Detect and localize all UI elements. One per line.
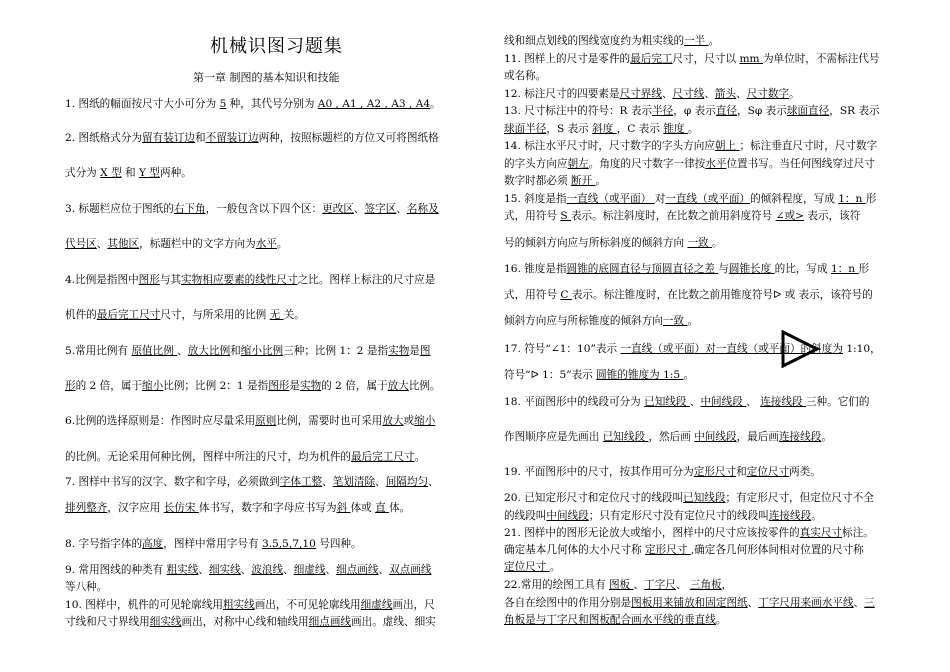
- text-line: [504, 490, 920, 507]
- answer-text: 最后完工尺寸: [96, 309, 161, 321]
- chapter-heading: 第一章 制图的基本知识和技能: [193, 71, 340, 84]
- answer-text: Y 型: [139, 167, 160, 179]
- text-line: [65, 579, 478, 596]
- answer-text: 代号区: [65, 238, 97, 250]
- question-text: 或名称。: [504, 70, 547, 82]
- answer-text: 细虚线: [293, 564, 326, 576]
- answer-text: 间隔均匀: [385, 476, 429, 488]
- question-text: 线和细点划线的图线宽度约为粗实线的: [504, 35, 685, 47]
- question-text: 和: [230, 345, 241, 357]
- question-text: ，然后画: [648, 431, 695, 443]
- question-text: 的 2 倍，属于: [321, 380, 388, 392]
- text-line: [65, 130, 478, 147]
- answer-text: 长仿宋: [163, 502, 199, 514]
- document-title: 机械识图习题集: [210, 36, 343, 57]
- question-text: 表示，该符: [803, 210, 861, 222]
- answer-text: 水平: [705, 158, 727, 170]
- question-text: 19. 平面图形中的尺寸，按其作用可分为: [504, 466, 694, 478]
- question-text: 22.常用的绘图工具有: [504, 579, 609, 591]
- text-line: [504, 313, 920, 330]
- answer-text: mm: [739, 53, 763, 65]
- question-text: 体或: [350, 502, 376, 514]
- question-text: 2. 图纸格式分为: [65, 132, 143, 144]
- answer-text: 名称及: [406, 203, 439, 215]
- question-text: ，图样中常用字号有: [163, 538, 262, 550]
- answer-text: A0 , A1 , A2 , A3 , A4: [317, 98, 431, 110]
- answer-text: 签字区: [364, 203, 397, 215]
- answer-text: 一直线（或平面）对一直线（或平面）的斜度为: [620, 343, 843, 355]
- question-text: 。: [715, 614, 727, 626]
- text-line: [65, 536, 478, 553]
- answer-text: 定形尺寸: [693, 466, 737, 478]
- answer-text: 斜: [336, 502, 351, 514]
- answer-text: 中间线段: [694, 431, 737, 443]
- question-text: ，标题栏中的文字方向为: [139, 238, 256, 250]
- text-line: [504, 525, 920, 542]
- question-text: 标注。: [842, 527, 874, 539]
- answer-text: 图板用来铺放和固定图纸: [631, 597, 748, 609]
- answer-text: 图形: [268, 380, 290, 392]
- answer-text: 一致: [687, 237, 713, 249]
- question-text: 位置书写。当任何图线穿过尺寸: [726, 158, 875, 170]
- question-text: 17. 符号“∠1：10”表示: [504, 343, 621, 355]
- answer-text: 放大: [382, 415, 404, 427]
- question-text: 14. 标注水平尺寸时，尺寸数字的字头方向应: [504, 140, 715, 152]
- answer-text: 图板: [608, 579, 634, 591]
- answer-text: 放大比例: [187, 345, 231, 357]
- answer-text: 斜度: [592, 123, 617, 135]
- answer-text: 最后完工尺寸: [351, 451, 415, 463]
- question-text: 18. 平面图形中的线段可分为: [504, 396, 645, 408]
- answer-text: 最后完工: [630, 53, 673, 65]
- text-line: [504, 577, 920, 594]
- question-text: ，汉字应用: [107, 502, 164, 514]
- question-text: 6.比例的选择原则是：作图时应尽量采用: [65, 415, 256, 427]
- answer-text: 已知线段: [644, 396, 690, 408]
- question-text: ，S 表示: [546, 123, 593, 135]
- text-line: [504, 341, 920, 358]
- answer-text: 圆锥的锥度为 1:5: [596, 369, 684, 381]
- answer-text: 一致: [662, 315, 688, 327]
- answer-text: 定位尺寸: [746, 466, 790, 478]
- text-line: [504, 68, 920, 85]
- answer-text: 图: [419, 345, 431, 357]
- question-text: ，最后画: [736, 431, 779, 443]
- question-text: 、: [325, 564, 337, 576]
- question-text: 机件的: [65, 309, 97, 321]
- question-text: 作图顺序应是先画出: [504, 431, 603, 443]
- question-text: 的 2 倍，属于: [75, 380, 143, 392]
- taper-symbol-triangle-icon: [780, 330, 820, 368]
- answer-text: 粗实线: [222, 599, 255, 611]
- question-text: 、: [736, 88, 747, 100]
- question-text: ；标注垂直尺寸时，尺寸数字: [739, 140, 878, 152]
- question-text: 形: [865, 193, 877, 205]
- answer-text: 细点画线: [336, 564, 379, 576]
- answer-text: 1：n: [838, 193, 866, 205]
- question-text: 与其: [159, 274, 182, 286]
- answer-text: 定位尺寸: [504, 561, 550, 573]
- answer-text: 断开: [570, 175, 596, 187]
- text-line: [65, 597, 478, 614]
- question-text: 确定基本几何体的大小尺寸称: [504, 544, 646, 556]
- text-line: [65, 449, 478, 466]
- question-text: ，SR 表示: [829, 105, 880, 117]
- answer-text: 丁字尺用来画水平线: [758, 597, 854, 609]
- question-text: 画出，不可见轮廓线用: [254, 599, 361, 611]
- question-text: ，一般包含以下四个区：: [205, 203, 323, 215]
- text-line: [504, 508, 920, 525]
- text-line: [504, 235, 920, 252]
- answer-text: 更改区: [322, 203, 354, 215]
- answer-text: 无: [269, 309, 284, 321]
- answer-text: 圆锥的底圆直径与顶圆直径之差: [566, 263, 719, 275]
- answer-text: 尺寸线: [672, 88, 705, 100]
- text-line: [65, 236, 478, 253]
- question-text: 。: [821, 431, 832, 443]
- question-text: 。: [789, 88, 800, 100]
- answer-text: 3.5,5,7,10: [261, 538, 316, 550]
- text-line: [504, 103, 920, 120]
- question-text: 、: [283, 564, 294, 576]
- question-text: 、: [633, 579, 645, 591]
- question-text: 1:10，: [842, 343, 881, 355]
- text-line: [65, 500, 478, 517]
- answer-text: 直: [375, 502, 390, 514]
- answer-text: 水平: [255, 238, 277, 250]
- answer-text: 波浪线: [251, 564, 284, 576]
- answer-text: S: [560, 210, 571, 222]
- answer-text: 实物: [299, 380, 322, 392]
- question-text: 21. 图样中的图形无论放大或缩小，图样中的尺寸应该按零件的: [504, 527, 800, 539]
- question-text: 、: [396, 203, 407, 215]
- answer-text: 笔划清除: [332, 476, 376, 488]
- text-line: [65, 413, 478, 430]
- question-text: 、: [747, 597, 759, 609]
- text-line: [504, 367, 920, 384]
- text-line: [504, 173, 920, 190]
- question-text: ；有定形尺寸，但定位尺寸不全: [725, 492, 874, 504]
- answer-text: 定形尺寸: [645, 544, 691, 556]
- question-text: 的比，写成: [774, 263, 831, 275]
- answer-text: C: [560, 289, 572, 301]
- question-text: 两类。: [789, 466, 821, 478]
- answer-text: 连接线段: [760, 396, 806, 408]
- answer-text: 缩小比例: [240, 345, 284, 357]
- question-text: 20. 已知定形尺寸和定位尺寸的线段叫: [504, 492, 684, 504]
- question-text: 画出。虚线、细实: [351, 616, 436, 628]
- question-text: 3. 标题栏应位于图纸的: [65, 203, 174, 215]
- question-text: 和: [195, 132, 206, 144]
- answer-text: 连接线段: [778, 431, 822, 443]
- question-text: 对: [654, 193, 666, 205]
- question-text: 种，其代号分别为: [226, 98, 318, 110]
- answer-text: 缩小: [414, 415, 436, 427]
- question-text: 。: [276, 238, 288, 250]
- question-text: 的字头方向应: [504, 158, 568, 170]
- answer-text: 角板是与丁字尺和图板配合画水平线的垂直线: [504, 614, 716, 626]
- question-text: 。: [687, 123, 699, 135]
- answer-text: 放大: [387, 380, 409, 392]
- question-text: ，C 表示: [616, 123, 664, 135]
- answer-text: 原则: [255, 415, 277, 427]
- text-line: [504, 156, 920, 173]
- text-line: [504, 429, 920, 446]
- text-line: [504, 51, 920, 68]
- text-line: [504, 612, 920, 629]
- question-text: 与: [718, 263, 729, 275]
- answer-text: 半径: [652, 105, 674, 117]
- question-text: 等八种。: [65, 581, 108, 593]
- question-text: 各自在绘图中的作用分别是: [504, 597, 632, 609]
- question-text: 倾斜方向应与所标锥度的倾斜方向: [504, 315, 663, 327]
- question-text: 9. 常用图线的种类有: [65, 564, 167, 576]
- question-text: 7. 图样中书写的汉字、数字和字母，必须做到: [65, 476, 280, 488]
- question-text: 5.常用比例有: [65, 345, 132, 357]
- answer-text: 三: [864, 597, 875, 609]
- answer-text: 原值比例: [131, 345, 178, 357]
- answer-text: 箭头: [714, 88, 737, 100]
- answer-text: 不留装订边: [205, 132, 259, 144]
- question-text: 式，用符号: [504, 289, 561, 301]
- question-text: 三种；比例 1：2 是指: [283, 345, 389, 357]
- question-text: ，Sφ 表示: [737, 105, 787, 117]
- question-text: 号的倾斜方向应与所标斜度的倾斜方向: [504, 237, 688, 249]
- answer-text: ∠或>: [775, 210, 804, 222]
- question-text: 的倾斜程度，写成: [750, 193, 839, 205]
- answer-text: 锥度: [663, 123, 688, 135]
- question-text: 10. 图样中，机件的可见轮廓线用: [65, 599, 223, 611]
- question-text: 尺寸，与所采用的比例: [160, 309, 270, 321]
- question-text: 尺寸，尺寸以: [672, 53, 740, 65]
- text-line: [65, 272, 478, 289]
- question-text: 11. 图样上的尺寸是零件的: [504, 53, 631, 65]
- question-text: 12. 标注尺寸的四要素是: [504, 88, 620, 100]
- answer-text: 细虚线: [360, 599, 393, 611]
- question-text: 式分为: [65, 167, 101, 179]
- answer-text: 球面直径: [786, 105, 830, 117]
- text-line: [504, 191, 920, 208]
- question-text: 画出，对称中心线和轴线用: [181, 616, 309, 628]
- question-text: 、: [675, 579, 690, 591]
- question-text: 、: [428, 476, 439, 488]
- answer-text: 留有装订边: [142, 132, 196, 144]
- answer-text: 一半: [684, 35, 709, 47]
- answer-text: 排列整齐: [65, 502, 108, 514]
- answer-text: 圆锥长度: [728, 263, 775, 275]
- question-text: 。: [683, 369, 695, 381]
- text-line: [65, 614, 478, 631]
- answer-text: 一直线（或平面）: [566, 193, 655, 205]
- answer-text: 右下角: [173, 203, 206, 215]
- answer-text: X 型: [100, 167, 122, 179]
- question-text: 符号“ᐅ 1：5”表示: [504, 369, 597, 381]
- question-text: 是: [289, 380, 300, 392]
- text-line: [504, 542, 920, 559]
- answer-text: 细实线: [208, 564, 241, 576]
- answer-text: 三角板: [689, 579, 722, 591]
- text-line: [504, 287, 920, 304]
- text-line: [65, 307, 478, 324]
- question-text: 。: [712, 237, 723, 249]
- question-text: 、: [661, 88, 673, 100]
- question-text: ，φ 表示: [673, 105, 716, 117]
- answer-text: 其他区: [107, 238, 140, 250]
- answer-text: 形: [65, 380, 76, 392]
- text-line: [65, 474, 478, 491]
- question-text: 式，用符号: [504, 210, 561, 222]
- question-text: ，: [721, 579, 733, 591]
- text-line: [504, 559, 920, 576]
- answer-text: 中间线段: [546, 510, 589, 522]
- answer-text: 尺寸数字: [746, 88, 790, 100]
- question-text: 。: [414, 451, 426, 463]
- question-text: 三种。它们的: [805, 396, 870, 408]
- question-text: 。: [708, 35, 720, 47]
- question-text: 是: [409, 345, 420, 357]
- answer-text: 实物相应要素的线性尺寸: [181, 274, 298, 286]
- question-text: 表示。标注斜度时，在比数之前用斜度符号: [570, 210, 776, 222]
- question-text: 之比。图样上标注的尺寸应是: [297, 274, 436, 286]
- question-text: 比例；比例 2：1 是指: [163, 380, 269, 392]
- answer-text: 真实尺寸: [799, 527, 843, 539]
- answer-text: 直径: [715, 105, 738, 117]
- answer-text: 一直线（或平面）: [665, 193, 751, 205]
- question-text: 的线段叫: [504, 510, 547, 522]
- question-text: 。: [687, 315, 699, 327]
- answer-text: 中间线段: [700, 396, 747, 408]
- question-text: 。: [811, 510, 822, 522]
- answer-text: 图形: [138, 274, 160, 286]
- answer-text: 1：n: [830, 263, 859, 275]
- answer-text: 已知线段: [683, 492, 726, 504]
- question-text: 表示。标注锥度时，在比数之前用锥度符号ᐅ 或 表示，该符号的: [571, 289, 873, 301]
- question-text: 、: [689, 396, 701, 408]
- question-text: 、: [353, 203, 365, 215]
- answer-text: 细实线: [149, 616, 182, 628]
- answer-text: 球面半径: [504, 123, 547, 135]
- text-line: [65, 96, 478, 113]
- question-text: 、: [704, 88, 715, 100]
- question-text: 。: [595, 175, 607, 187]
- question-text: 和: [121, 167, 140, 179]
- text-line: [504, 261, 920, 278]
- text-line: [504, 394, 920, 411]
- answer-text: 朝上: [714, 140, 740, 152]
- question-text: 15. 斜度是指: [504, 193, 567, 205]
- answer-text: 细点画线: [308, 616, 352, 628]
- question-text: 或: [403, 415, 415, 427]
- answer-text: 尺寸界线: [619, 88, 662, 100]
- answer-text: 丁字尺: [644, 579, 676, 591]
- question-text: 两种。: [159, 167, 192, 179]
- question-text: 号四种。: [315, 538, 362, 550]
- answer-text: 已知线段: [602, 431, 649, 443]
- answer-text: 粗实线: [166, 564, 199, 576]
- question-text: 比例，需要时也可采用: [276, 415, 383, 427]
- question-text: 16. 锥度是指: [504, 263, 567, 275]
- question-text: 。角度的尺寸数字一律按: [588, 158, 706, 170]
- text-line: [504, 33, 920, 50]
- question-text: 的比例。无论采用何种比例，图样中所注的尺寸，均为机件的: [65, 451, 352, 463]
- text-line: [65, 562, 478, 579]
- text-line: [504, 138, 920, 155]
- question-text: 。: [430, 98, 441, 110]
- answer-text: 双点画线: [389, 564, 432, 576]
- text-line: [65, 165, 478, 182]
- question-text: 和: [736, 466, 747, 478]
- question-text: 、: [177, 345, 188, 357]
- answer-text: 朝左: [567, 158, 589, 170]
- answer-text: 缩小: [142, 380, 164, 392]
- answer-text: 高度: [142, 538, 164, 550]
- question-text: ；只有定形尺寸没有定位尺寸的线段叫: [588, 510, 769, 522]
- question-text: 、: [96, 238, 108, 250]
- text-line: [504, 121, 920, 138]
- question-text: 13. 尺寸标注中的符号：R 表示: [504, 105, 653, 117]
- answer-text: 5: [219, 98, 227, 110]
- text-line: [65, 378, 478, 395]
- text-line: [504, 208, 920, 225]
- answer-text: 实物: [388, 345, 410, 357]
- answer-text: 连接线段: [768, 510, 812, 522]
- question-text: 寸线和尺寸界线用: [65, 616, 150, 628]
- question-text: 1. 图纸的幅面按尺寸大小可分为: [65, 98, 220, 110]
- question-text: 体书写，数字和字母应书写为: [198, 502, 337, 514]
- text-line: [504, 86, 920, 103]
- question-text: 4.比例是指图中: [65, 274, 139, 286]
- question-text: 8. 字号指字体的: [65, 538, 143, 550]
- question-text: 、: [375, 476, 386, 488]
- answer-text: 字体工整: [279, 476, 323, 488]
- question-text: 。: [549, 561, 561, 573]
- question-text: 形: [858, 263, 870, 275]
- question-text: 、: [378, 564, 390, 576]
- question-text: 为单位时，不需标注代号: [762, 53, 880, 65]
- text-line: [504, 464, 920, 481]
- question-text: 、: [240, 564, 252, 576]
- question-text: 关。: [283, 309, 305, 321]
- question-text: 两种，按照标题栏的方位又可将图纸格: [258, 132, 439, 144]
- question-text: 数字时都必须: [504, 175, 571, 187]
- text-line: [65, 201, 478, 218]
- question-text: 、: [198, 564, 209, 576]
- question-text: 画出，尺: [392, 599, 435, 611]
- question-text: 、: [322, 476, 333, 488]
- question-text: 比例。: [408, 380, 441, 392]
- question-text: 、: [746, 396, 761, 408]
- question-text: 、: [853, 597, 865, 609]
- text-line: [504, 595, 920, 612]
- text-line: [65, 343, 478, 360]
- question-text: 体。: [389, 502, 411, 514]
- question-text: ,确定各几何形体间相对位置的尺寸称: [690, 544, 864, 556]
